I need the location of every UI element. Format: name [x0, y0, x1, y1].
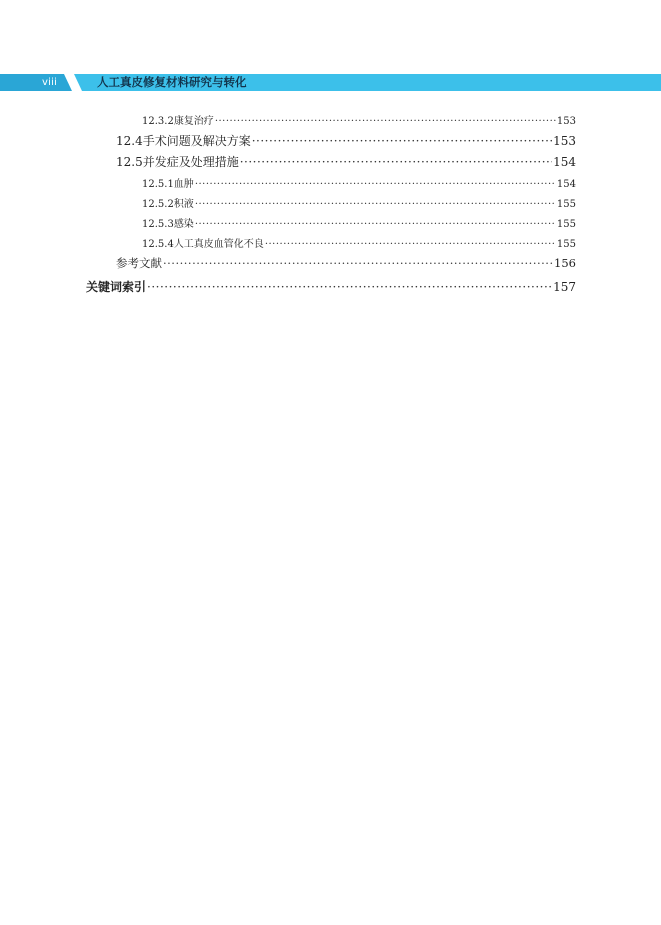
- toc-dot-leader: [195, 219, 556, 230]
- toc-entry-title: 关键词索引: [86, 280, 147, 294]
- toc-entry-page: 155: [556, 219, 576, 230]
- toc-dot-leader: [195, 179, 556, 190]
- toc-entry-title: 积液: [173, 199, 194, 210]
- toc-entry-page: 155: [556, 239, 576, 250]
- toc-entry-title: 血肿: [173, 179, 194, 190]
- toc-entry-12-5-2[interactable]: [142, 195, 576, 210]
- toc-entry-title: 参考文献: [116, 256, 162, 270]
- toc-entry-number: 12.5.1: [142, 179, 174, 190]
- toc-entry-references[interactable]: [116, 255, 576, 271]
- toc-entry-keyword-index[interactable]: [86, 278, 576, 295]
- toc-entry-title: 手术问题及解决方案: [142, 134, 251, 148]
- toc-entry-12-5[interactable]: [116, 153, 576, 170]
- toc-entry-title: 并发症及处理措施: [142, 155, 239, 169]
- toc-entry-12-5-1[interactable]: [142, 175, 576, 190]
- toc-entry-number: 12.4: [116, 134, 143, 148]
- toc-entry-12-4[interactable]: [116, 132, 576, 149]
- toc-entry-title: 感染: [173, 219, 194, 230]
- toc-dot-leader: [240, 155, 552, 169]
- toc-entry-page: 155: [556, 199, 576, 210]
- toc-entry-number: 12.5.2: [142, 199, 174, 210]
- toc-dot-leader: [265, 239, 556, 250]
- toc-entry-page: 153: [553, 134, 576, 148]
- toc-dot-leader: [215, 116, 556, 127]
- toc-entry-number: 12.3.2: [142, 116, 174, 127]
- toc-entry-12-5-3[interactable]: [142, 215, 576, 230]
- toc-entry-title: 人工真皮血管化不良: [173, 239, 264, 250]
- toc-entry-page: 154: [553, 155, 576, 169]
- toc-dot-leader: [252, 134, 552, 148]
- toc-entry-title: 康复治疗: [173, 116, 214, 127]
- toc-dot-leader: [195, 199, 556, 210]
- toc-dot-leader: [163, 256, 553, 270]
- running-book-title: 人工真皮修复材料研究与转化: [97, 75, 247, 89]
- toc-entry-page: 156: [554, 256, 576, 270]
- running-page-number: viii: [42, 77, 58, 88]
- toc-entry-number: 12.5: [116, 155, 143, 169]
- toc-entry-page: 153: [556, 116, 576, 127]
- header-page-tab: [0, 74, 72, 91]
- toc-entry-12-5-4[interactable]: [142, 235, 576, 250]
- toc-entry-number: 12.5.4: [142, 239, 174, 250]
- toc-dot-leader: [147, 280, 552, 294]
- toc-entry-page: 154: [556, 179, 576, 190]
- toc-entry-number: 12.5.3: [142, 219, 174, 230]
- toc-entry-page: 157: [553, 280, 576, 294]
- toc-entry-12-3-2[interactable]: [142, 112, 576, 127]
